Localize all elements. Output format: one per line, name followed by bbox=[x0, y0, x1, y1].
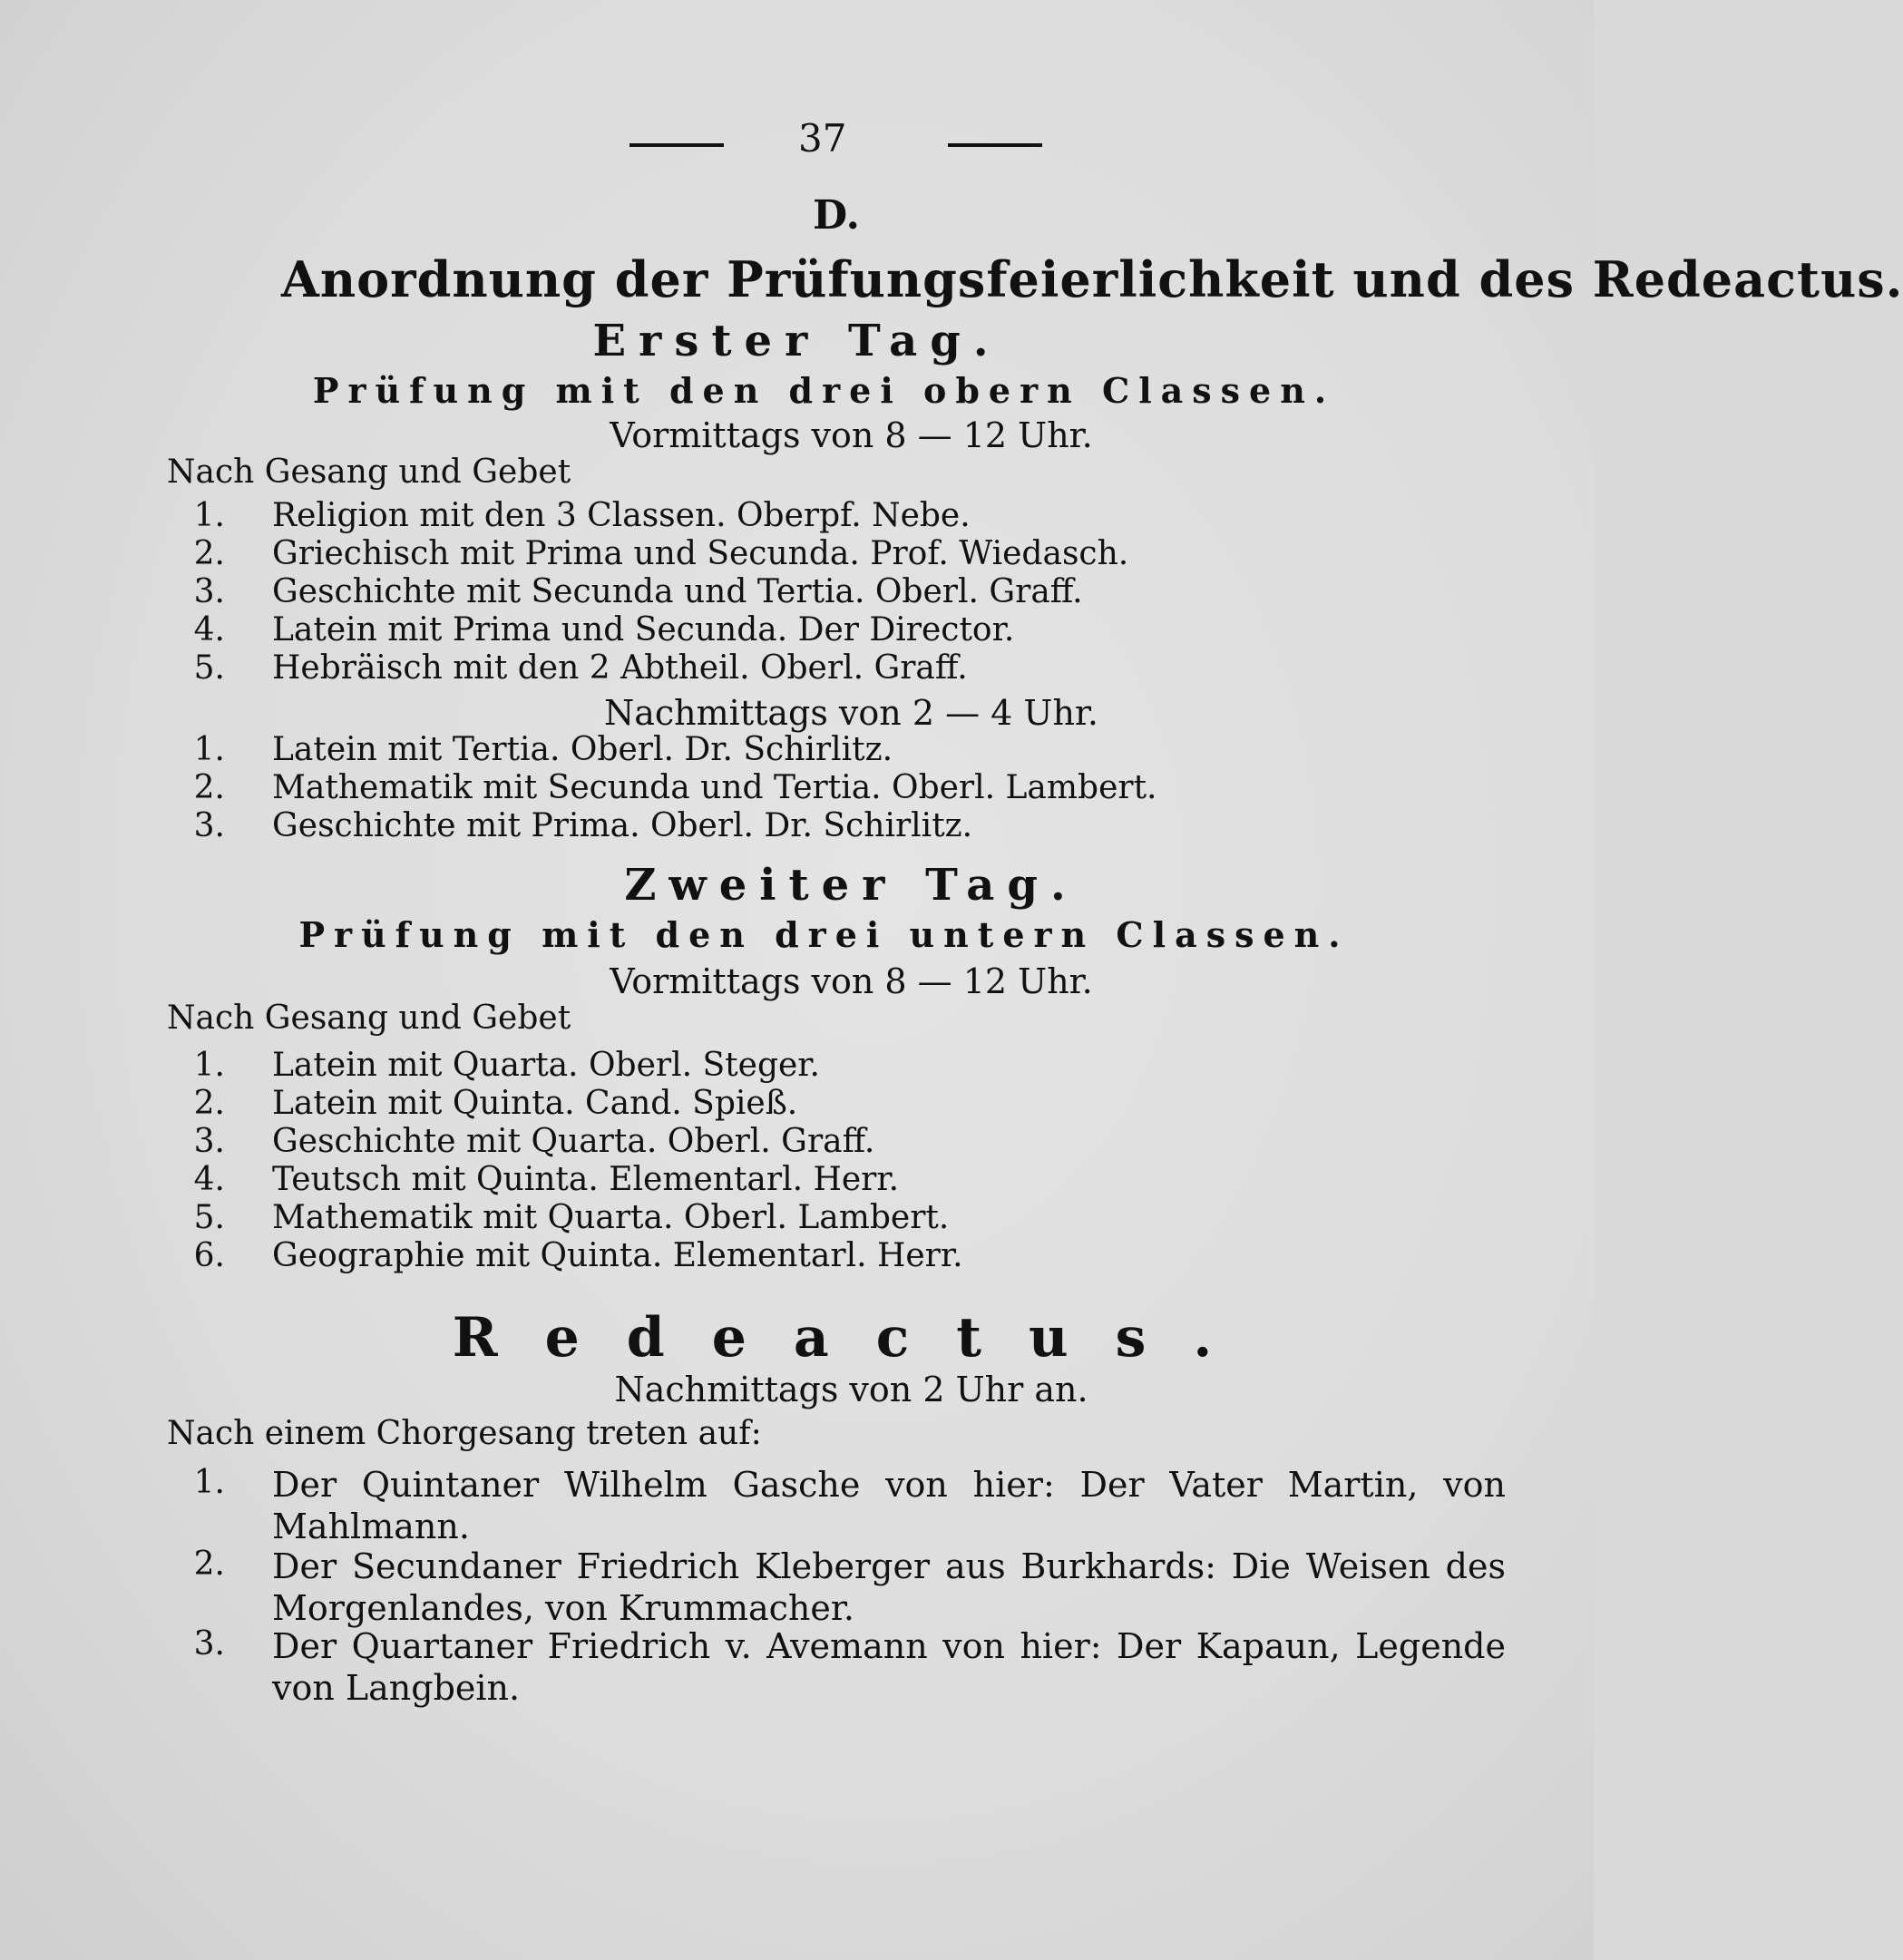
item-number: 5. bbox=[193, 649, 225, 687]
item-number: 5. bbox=[193, 1199, 225, 1236]
day2-intro: Nach Gesang und Gebet bbox=[167, 1000, 571, 1037]
item-text: Der Secundaner Friedrich Kleberger aus Burkhards: Die Weisen des Morgenlandes, von Krummacher. bbox=[272, 1546, 1506, 1628]
item-text: Latein mit Prima und Secunda. Der Director. bbox=[272, 611, 1015, 648]
item-text: Teutsch mit Quinta. Elementarl. Herr. bbox=[272, 1161, 900, 1198]
item-text: Geschichte mit Secunda und Tertia. Oberl. Graff. bbox=[272, 573, 1083, 610]
day1-morning-time: Vormittags von 8 — 12 Uhr. bbox=[610, 415, 1093, 455]
item-text: Latein mit Quarta. Oberl. Steger. bbox=[272, 1047, 820, 1084]
item-number: 2. bbox=[193, 1546, 225, 1583]
item-text: Latein mit Tertia. Oberl. Dr. Schirlitz. bbox=[272, 731, 893, 768]
item-number: 1. bbox=[193, 497, 225, 534]
document-title: Anordnung der Prüfungsfeierlichkeit und des Redeactus. bbox=[281, 250, 1903, 308]
day2-subheading: Prüfung mit den drei untern Classen. bbox=[298, 914, 1350, 955]
redeactus-time: Nachmittags von 2 Uhr an. bbox=[614, 1370, 1088, 1409]
item-number: 2. bbox=[193, 769, 225, 806]
item-text: Geographie mit Quinta. Elementarl. Herr. bbox=[272, 1237, 963, 1274]
item-number: 3. bbox=[193, 1123, 225, 1160]
header-rule-right bbox=[948, 143, 1042, 147]
day1-intro: Nach Gesang und Gebet bbox=[167, 453, 571, 491]
day2-heading: Zweiter Tag. bbox=[624, 860, 1078, 911]
item-text: Griechisch mit Prima und Secunda. Prof. Wiedasch. bbox=[272, 535, 1129, 572]
section-letter: D. bbox=[813, 192, 860, 239]
item-text: Geschichte mit Quarta. Oberl. Graff. bbox=[272, 1123, 875, 1160]
item-text: Hebräisch mit den 2 Abtheil. Oberl. Graff. bbox=[272, 649, 968, 687]
day2-morning-time: Vormittags von 8 — 12 Uhr. bbox=[610, 961, 1093, 1001]
item-number: 4. bbox=[193, 1161, 225, 1198]
item-text: Religion mit den 3 Classen. Oberpf. Nebe. bbox=[272, 497, 971, 534]
day1-afternoon-time: Nachmittags von 2 — 4 Uhr. bbox=[603, 693, 1098, 733]
item-number: 1. bbox=[193, 731, 225, 768]
item-number: 3. bbox=[193, 807, 225, 844]
item-text: Latein mit Quinta. Cand. Spieß. bbox=[272, 1085, 798, 1122]
item-number: 6. bbox=[193, 1237, 225, 1274]
redeactus-heading: Redeactus. bbox=[452, 1306, 1260, 1370]
day1-heading: Erster Tag. bbox=[592, 316, 1001, 366]
item-number: 1. bbox=[193, 1047, 225, 1084]
item-text: Der Quintaner Wilhelm Gasche von hier: Der Vater Martin, von Mahlmann. bbox=[272, 1465, 1506, 1546]
item-number: 1. bbox=[193, 1464, 225, 1501]
item-text: Der Quartaner Friedrich v. Avemann von hier: Der Kapaun, Legende von Langbein. bbox=[272, 1626, 1506, 1708]
redeactus-intro: Nach einem Chorgesang treten auf: bbox=[167, 1415, 762, 1452]
header-rule-left bbox=[629, 143, 724, 147]
day1-subheading: Prüfung mit den drei obern Classen. bbox=[312, 370, 1336, 411]
item-text: Mathematik mit Quarta. Oberl. Lambert. bbox=[272, 1199, 950, 1236]
item-number: 3. bbox=[193, 573, 225, 610]
item-number: 2. bbox=[193, 535, 225, 572]
item-text: Geschichte mit Prima. Oberl. Dr. Schirlitz. bbox=[272, 807, 973, 844]
item-text: Mathematik mit Secunda und Tertia. Oberl. Lambert. bbox=[272, 769, 1157, 806]
page-number: 37 bbox=[798, 116, 847, 161]
item-number: 3. bbox=[193, 1625, 225, 1663]
item-number: 4. bbox=[193, 611, 225, 648]
item-number: 2. bbox=[193, 1085, 225, 1122]
